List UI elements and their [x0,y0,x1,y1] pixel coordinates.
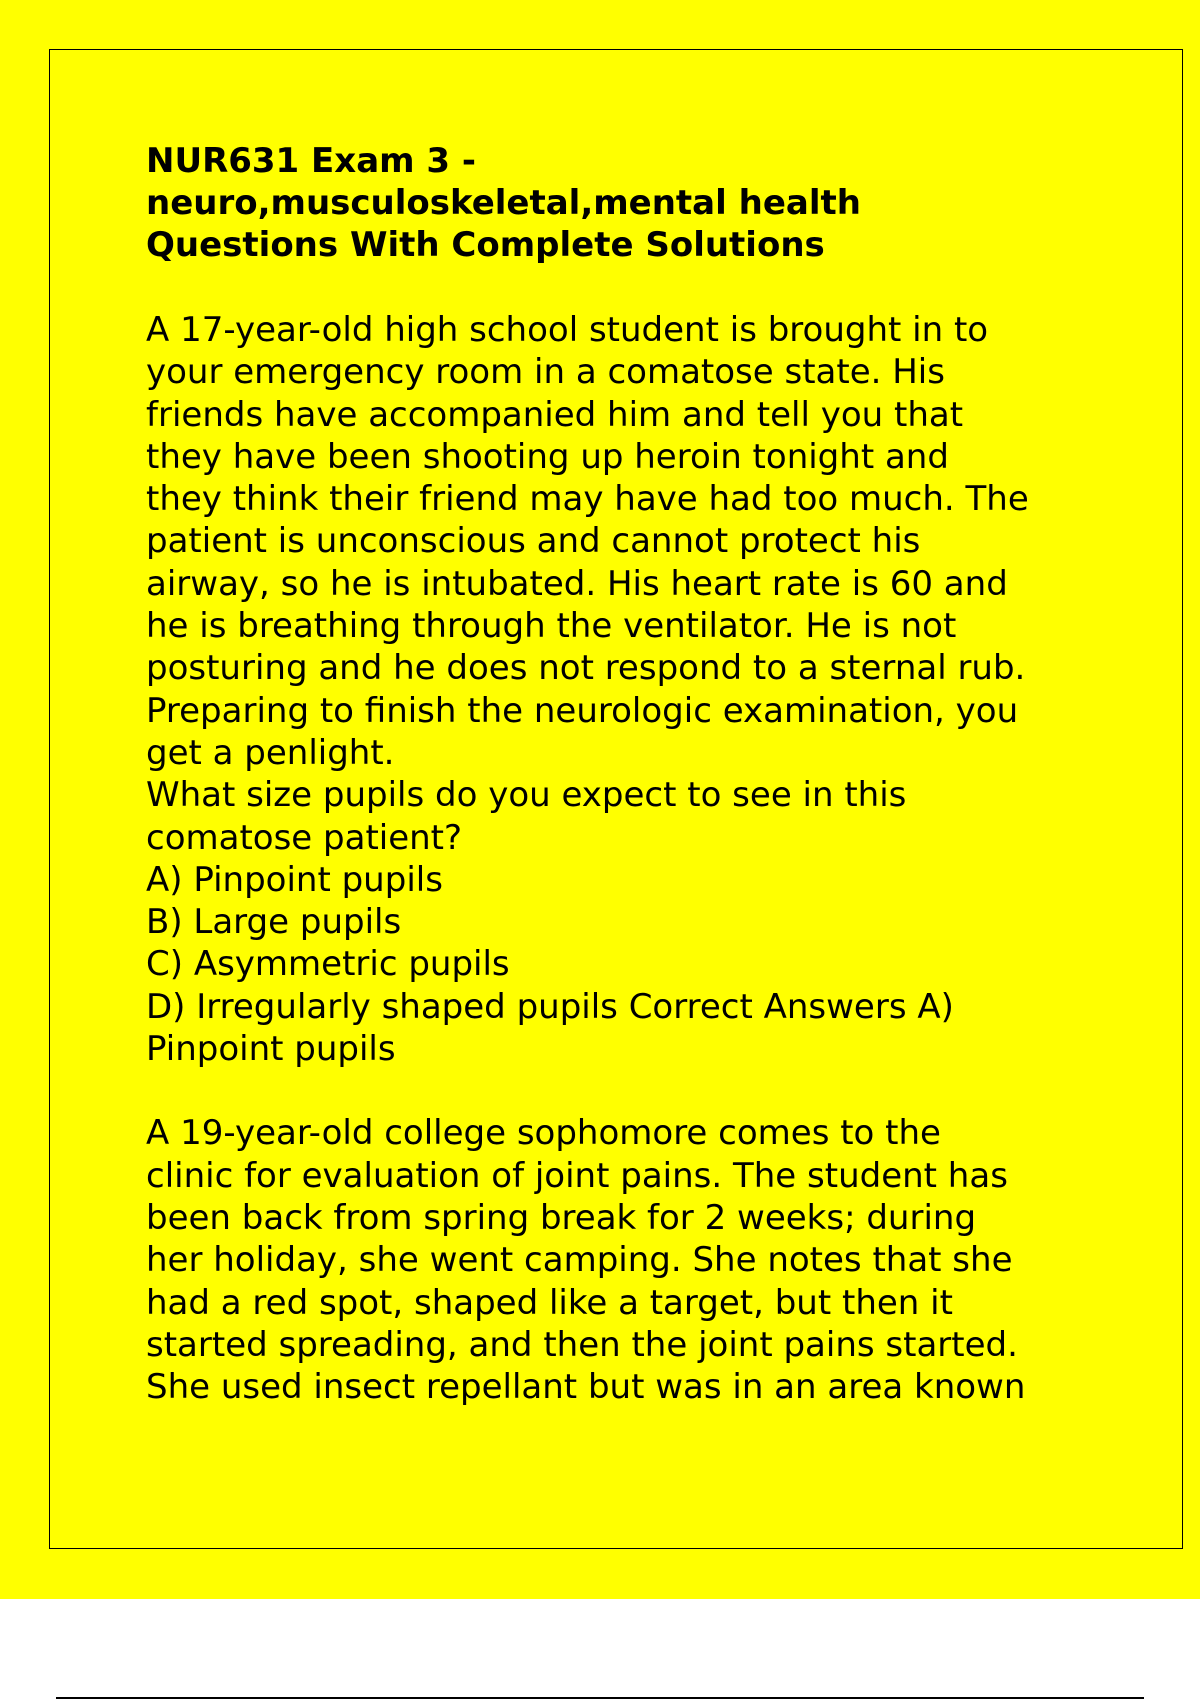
question-1-line: Preparing to finish the neurologic examination, you [146,690,1019,731]
title-line: Questions With Complete Solutions [146,225,825,265]
answer-option-a: A) Pinpoint pupils [146,859,443,900]
question-1 [146,309,1106,1070]
question-1-line: they think their friend may have had too much. The [146,479,1029,520]
question-2-line: started spreading, and then the joint pains started. [146,1324,1018,1365]
question-1-line: friends have accompanied him and tell you that [146,394,964,435]
title-line: neuro,musculoskeletal,mental health [146,183,861,223]
question-1-line: posturing and he does not respond to a sternal rub. [146,648,1026,689]
question-2 [146,1112,1106,1408]
question-1-line: A 17-year-old high school student is brought in to [146,310,989,350]
correct-answer: Pinpoint pupils [146,1029,396,1070]
title-line: NUR631 Exam 3 - [146,141,477,181]
question-1-line: What size pupils do you expect to see in this [146,775,907,816]
question-1-line: airway, so he is intubated. His heart rate is 60 and [146,563,1008,604]
answer-option-b: B) Large pupils [146,902,402,943]
document-content [146,140,1106,1408]
question-1-line: they have been shooting up heroin tonight and [146,436,949,477]
document-title [146,140,1106,266]
question-2-line: clinic for evaluation of joint pains. The student has [146,1155,1008,1196]
question-1-line: your emergency room in a comatose state. His [146,352,945,393]
question-1-line: comatose patient? [146,817,463,858]
question-2-line: been back from spring break for 2 weeks; during [146,1197,977,1238]
paragraph-gap [146,1070,1106,1112]
question-2-line: A 19-year-old college sophomore comes to the [146,1113,941,1154]
question-1-line: he is breathing through the ventilator. He is not [146,606,957,647]
question-2-line: had a red spot, shaped like a target, but then it [146,1282,953,1323]
question-2-line: She used insect repellant but was in an area known [146,1367,1026,1408]
answer-option-c: C) Asymmetric pupils [146,944,510,985]
question-1-line: patient is unconscious and cannot protect his [146,521,921,562]
question-1-line: get a penlight. [146,732,395,773]
answer-option-d: D) Irregularly shaped pupils Correct Answers A) [146,986,954,1027]
page-separator-line [56,1697,1144,1699]
question-2-line: her holiday, she went camping. She notes that she [146,1240,1013,1281]
